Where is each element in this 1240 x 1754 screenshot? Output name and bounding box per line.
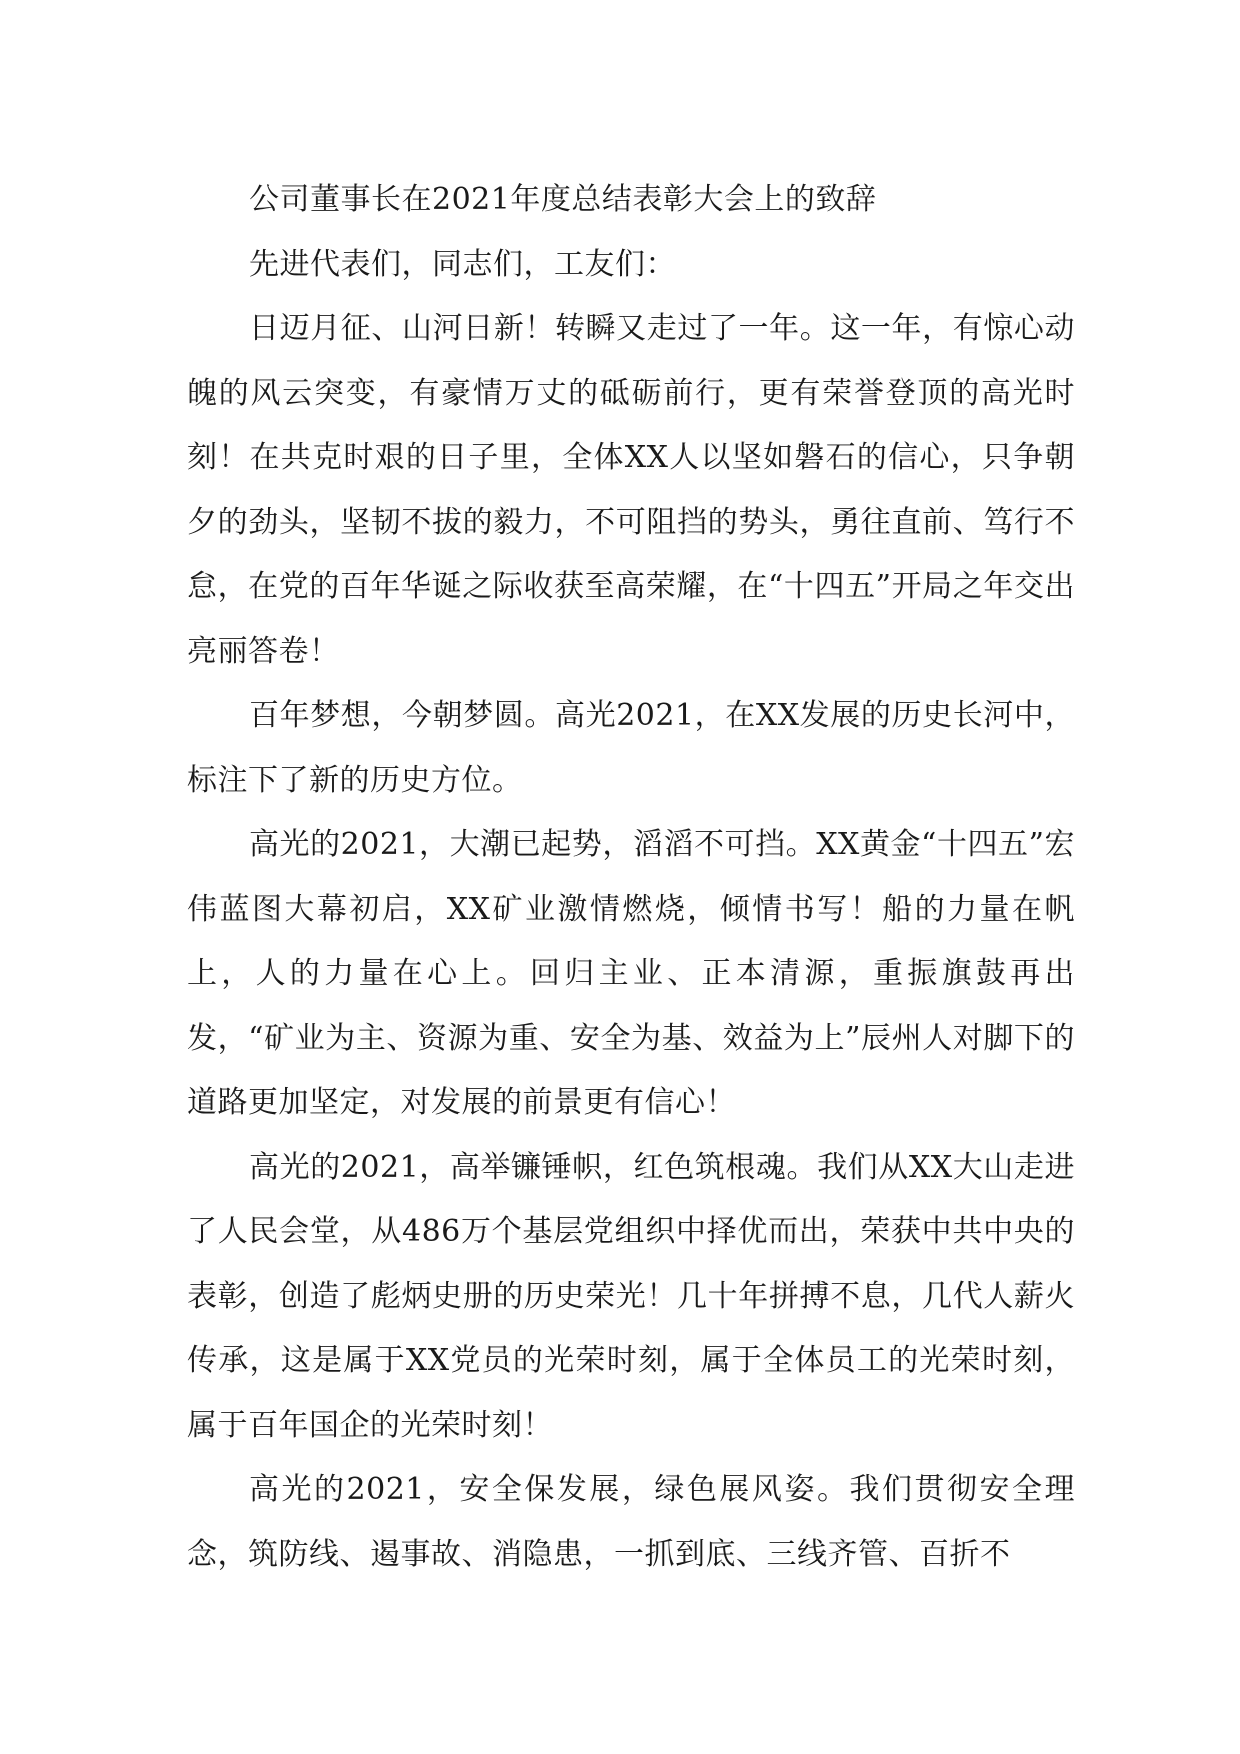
salutation: 先进代表们，同志们，工友们： [249, 246, 676, 282]
document-title: 公司董事长在2021年度总结表彰大会上的致辞 [249, 182, 877, 217]
paragraph-5: 高光的2021，安全保发展，绿色展风姿。我们贯彻安全理念，筑防线、遏事故、消隐患，一抓到底、三线齐管、百折不 [187, 1472, 1075, 1572]
paragraph-1: 日迈月征、山河日新！转瞬又走过了一年。这一年，有惊心动魄的风云突变，有豪情万丈的砥砺前行，更有荣誉登顶的高光时刻！在共克时艰的日子里，全体XX人以坚如磐石的信心，只争朝夕的劲头，坚韧不拔的毅力，不可阻挡的势头，勇往直前、笃行不怠，在党的百年华诞之际收获至高荣耀，在“十四五”开局之年交出亮丽答卷！ [187, 311, 1075, 669]
paragraph-3: 高光的2021，大潮已起势，滔滔不可挡。XX黄金“十四五”宏伟蓝图大幕初启，XX矿业激情燃烧，倾情书写！船的力量在帆上，人的力量在心上。回归主业、正本清源，重振旗鼓再出发，“矿业为主、资源为重、安全为基、效益为上”辰州人对脚下的道路更加坚定，对发展的前景更有信心！ [187, 827, 1075, 1120]
paragraph-2: 百年梦想，今朝梦圆。高光2021，在XX发展的历史长河中，标注下了新的历史方位。 [187, 698, 1075, 798]
document-body [187, 168, 1075, 1587]
paragraph-4: 高光的2021，高举镰锤帜，红色筑根魂。我们从XX大山走进了人民会堂，从486万个基层党组织中择优而出，荣获中共中央的表彰，创造了彪炳史册的历史荣光！几十年拼搏不息，几代人薪火传承，这是属于XX党员的光荣时刻，属于全体员工的光荣时刻，属于百年国企的光荣时刻！ [187, 1149, 1075, 1443]
